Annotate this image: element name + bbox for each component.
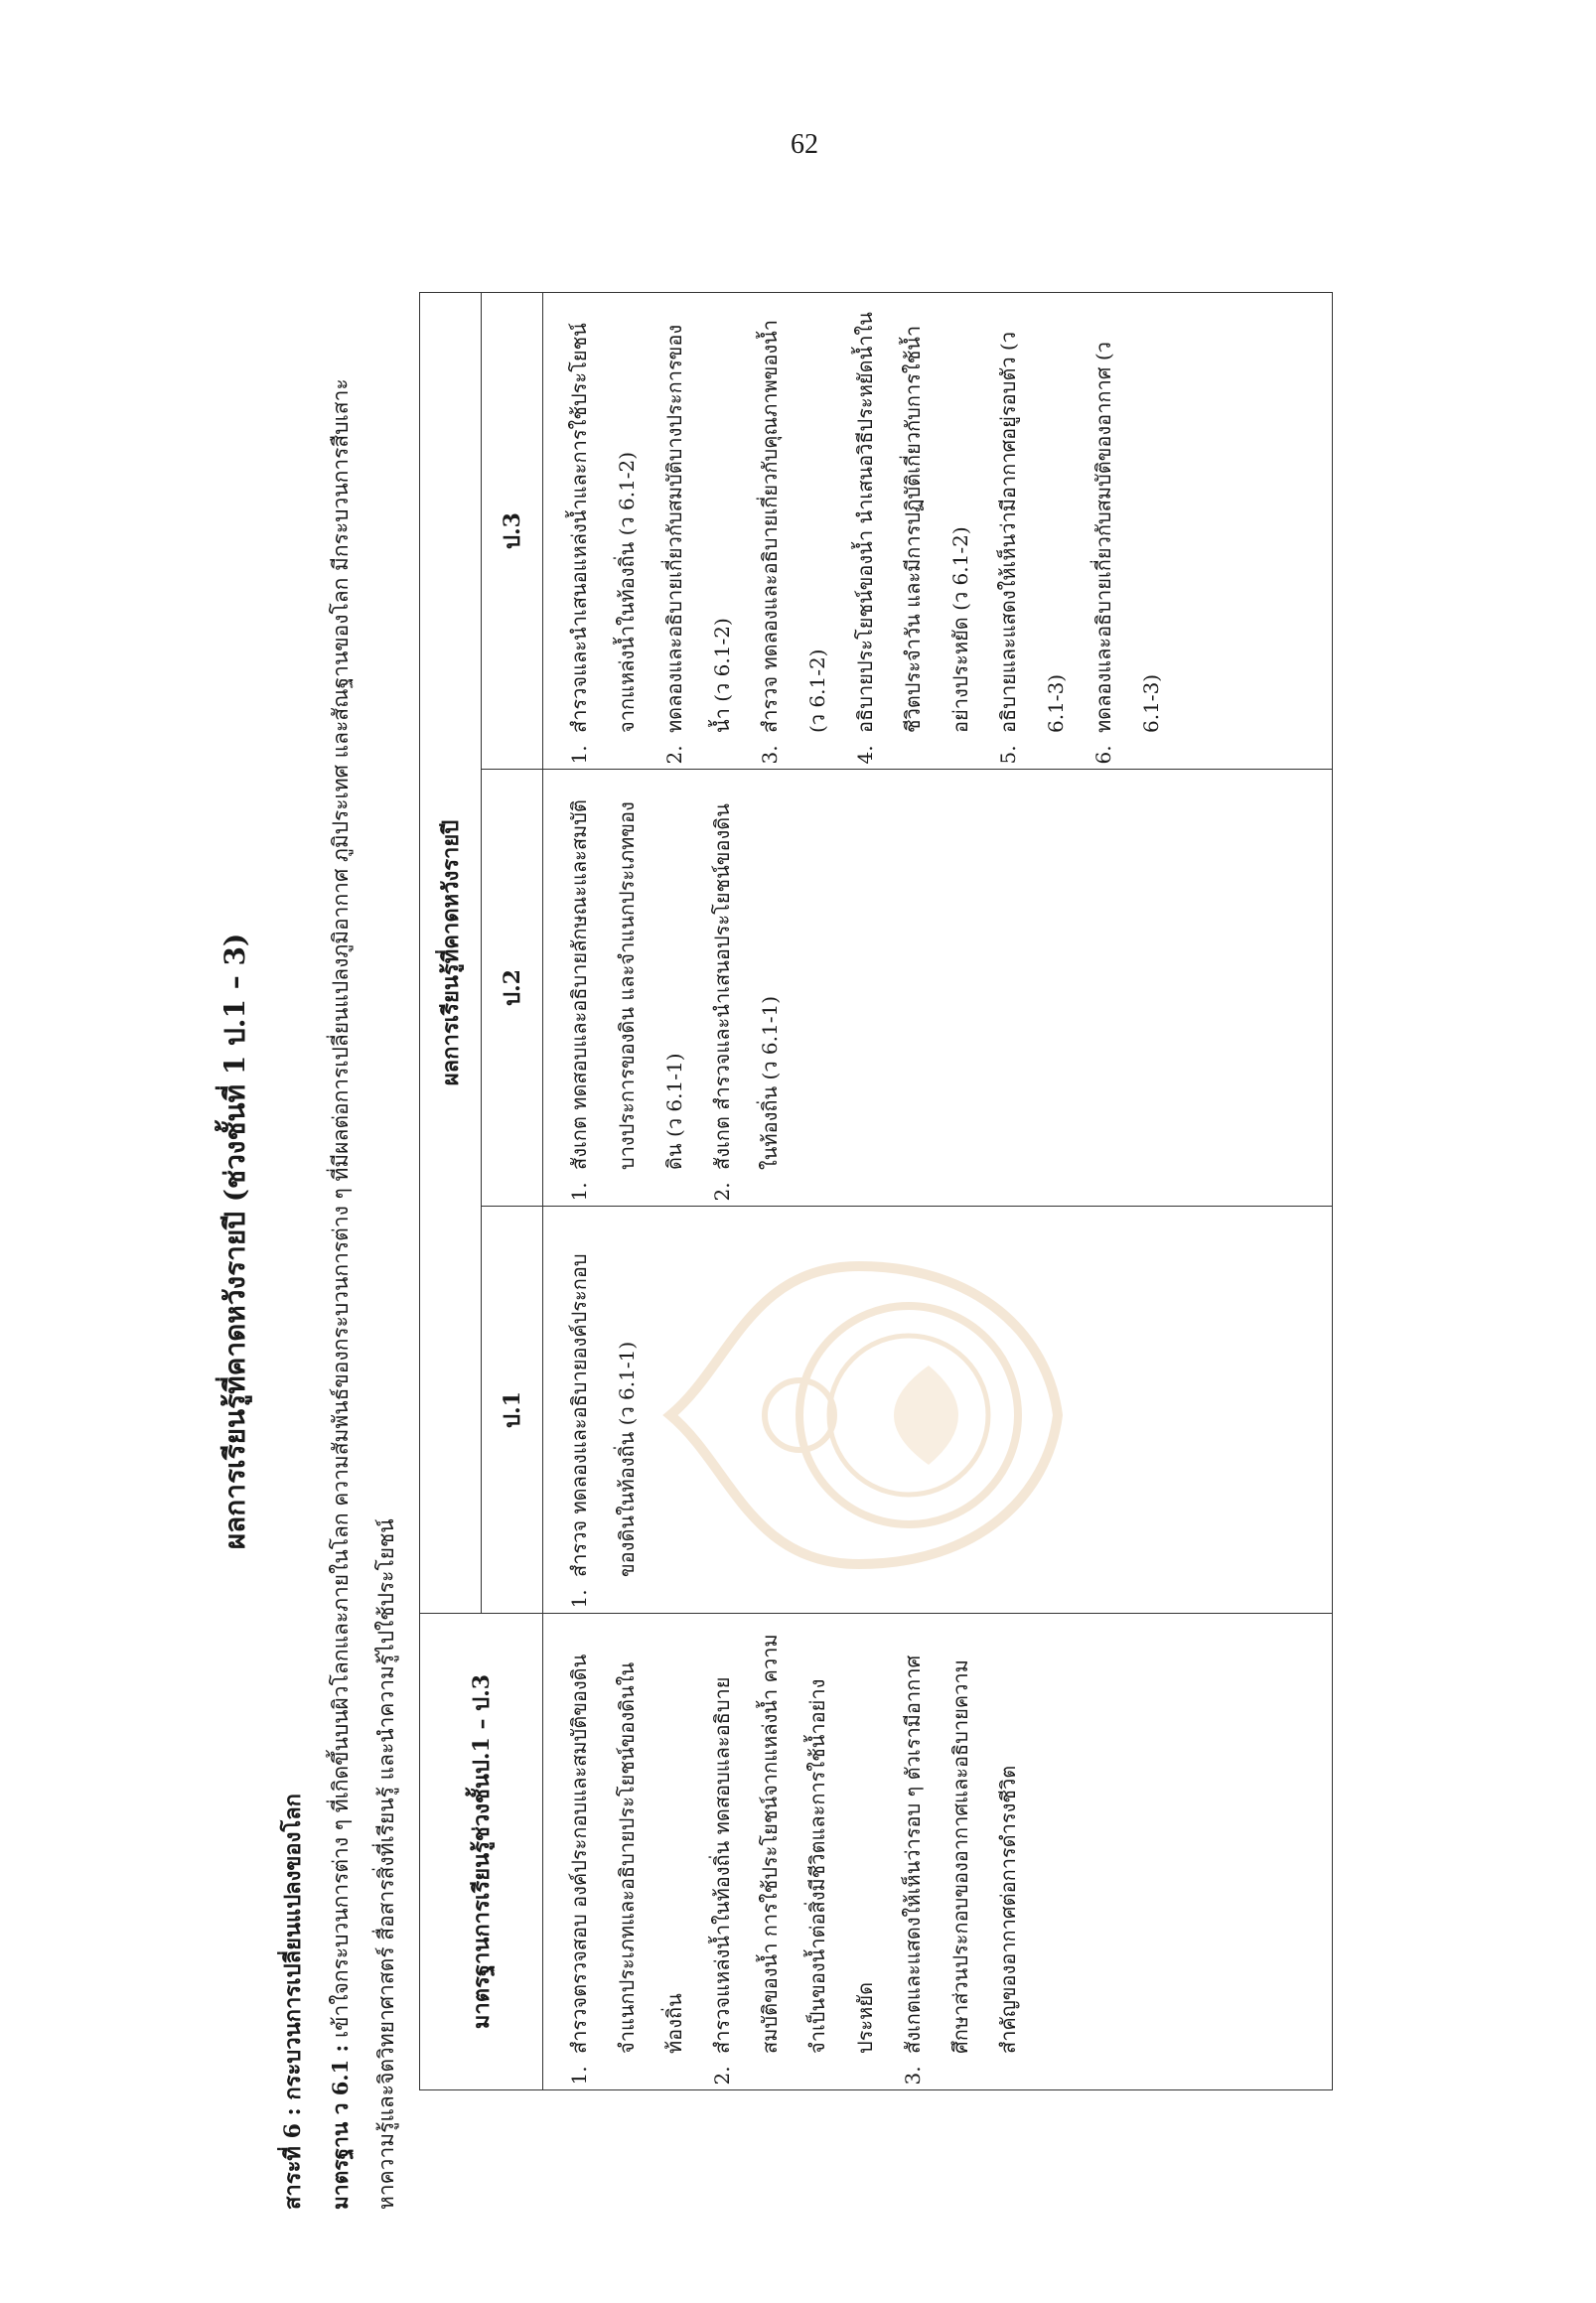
list-item: 1. สำรวจ ทดลองและอธิบายองค์ประกอบของดินในท้องถิ่น (ว 6.1-1) bbox=[555, 1224, 651, 1583]
strand-heading: สาระที่ 6 : กระบวนการเปลี่ยนแปลงของโลก bbox=[280, 1794, 306, 2210]
rotated-page-content bbox=[214, 273, 1356, 2210]
list-item: 4. อธิบายประโยชน์ของน้ำ นำเสนอวิธีประหยัดน้ำในชีวิตประจำวัน และมีการปฏิบัติเกี่ยวกับการใช้น้ำอย่างประหยัด (ว 6.1-2) bbox=[841, 311, 984, 739]
list-item: 1. สำรวจตรวจสอบ องค์ประกอบและสมบัติของดิน จำแนกประเภทและอธิบายประโยชน์ของดินในท้องถิ่น bbox=[555, 1632, 698, 2060]
list-item: 6. ทดลองและอธิบายเกี่ยวกับสมบัติของอากาศ (ว 6.1-3) bbox=[1080, 311, 1175, 739]
list-item: 2. สำรวจแหล่งน้ำในท้องถิ่น ทดสอบและอธิบายสมบัติของน้ำ การใช้ประโยชน์จากแหล่งน้ำ ความจำเป็นของน้ำต่อสิ่งมีชีวิตและการใช้น้ำอย่างประหยัด bbox=[698, 1632, 889, 2060]
page-number: 62 bbox=[791, 129, 818, 160]
list-item: 1. สำรวจและนำเสนอแหล่งน้ำและการใช้ประโยชน์จากแหล่งน้ำในท้องถิ่น (ว 6.1-2) bbox=[555, 311, 651, 739]
standards-cell bbox=[543, 1614, 1333, 2090]
grade-header-p1: ป.1 bbox=[482, 1207, 543, 1614]
outcomes-table bbox=[419, 292, 1333, 2090]
list-item: 3. สังเกตและแสดงให้เห็นว่ารอบ ๆ ตัวเรามีอากาศ ศึกษาส่วนประกอบของอากาศและอธิบายความสำคัญของอากาศต่อการดำรงชีวิต bbox=[889, 1632, 1032, 2060]
standard-column-header: มาตรฐานการเรียนรู้ช่วงชั้นป.1 – ป.3 bbox=[420, 1614, 543, 2090]
list-item: 2. สังเกต สำรวจและนำเสนอประโยชน์ของดินในท้องถิ่น (ว 6.1-1) bbox=[698, 788, 794, 1176]
p1-cell bbox=[543, 1207, 1333, 1614]
standard-paragraph bbox=[318, 303, 409, 2210]
list-item: 5. อธิบายและแสดงให้เห็นว่ามีอากาศอยู่รอบตัว (ว 6.1-3) bbox=[984, 311, 1080, 739]
page-title: ผลการเรียนรู้ที่คาดหวังรายปี (ช่วงชั้นที่ 1 ป.1 – 3) bbox=[218, 933, 251, 1550]
list-item: 2. ทดลองและอธิบายเกี่ยวกับสมบัติบางประการของน้ำ (ว 6.1-2) bbox=[651, 311, 746, 739]
p2-cell bbox=[543, 770, 1333, 1207]
p3-cell bbox=[543, 292, 1333, 769]
grade-header-p3: ป.3 bbox=[482, 292, 543, 769]
standard-label: มาตรฐาน ว 6.1 : bbox=[328, 2044, 353, 2210]
standard-text: เข้าใจกระบวนการต่าง ๆ ที่เกิดขึ้นบนผิวโลกและภายในโลก ความสัมพันธ์ของกระบวนการต่าง ๆ ที่มีผลต่อการเปลี่ยนแปลงภูมิอากาศ ภูมิประเทศ และสัณฐานของโลก มีกระบวนการสืบเสาะหาความรู้และจิตวิทยาศาสตร์ สื่อสารสิ่งที่เรียนรู้ และนำความรู้ไปใช้ประโยชน์ bbox=[329, 378, 398, 2210]
list-item: 1. สังเกต ทดสอบและอธิบายลักษณะและสมบัติบางประการของดิน และจำแนกประเภทของดิน (ว 6.1-1) bbox=[555, 788, 698, 1176]
grade-header-p2: ป.2 bbox=[482, 770, 543, 1207]
outcomes-column-header: ผลการเรียนรู้ที่คาดหวังรายปี bbox=[420, 292, 482, 1613]
list-item: 3. สำรวจ ทดลองและอธิบายเกี่ยวกับคุณภาพของน้ำ (ว 6.1-2) bbox=[746, 311, 841, 739]
